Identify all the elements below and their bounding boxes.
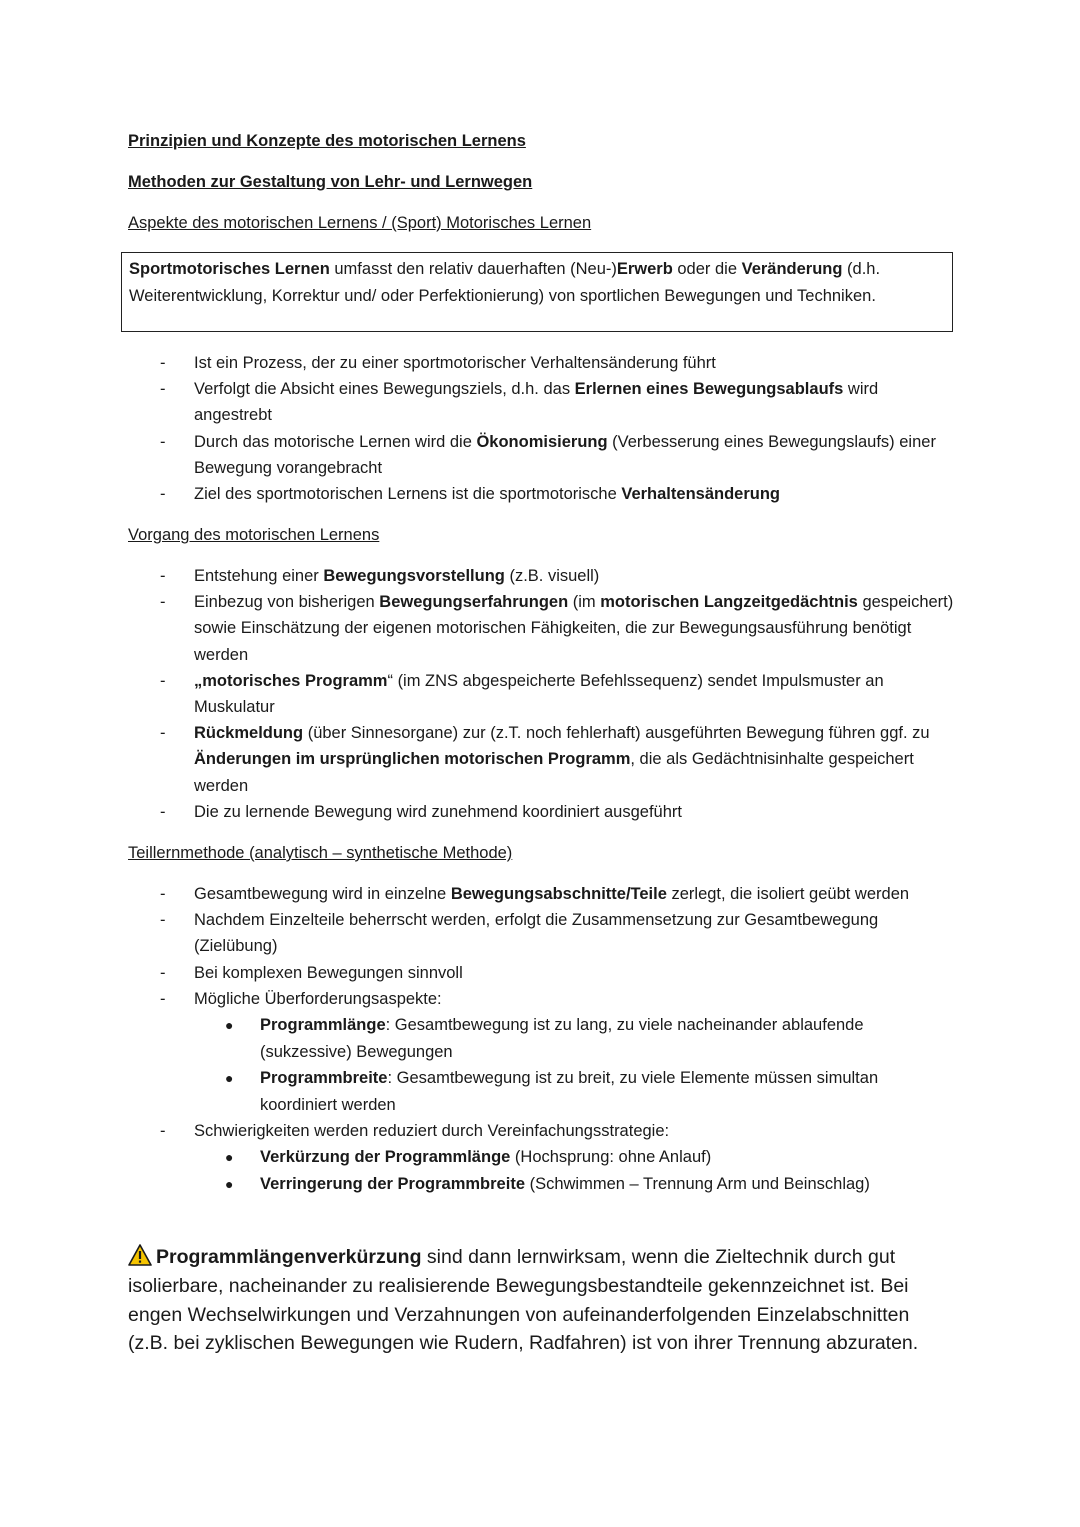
- list-item: [0, 960, 1080, 986]
- list-item: [0, 350, 1080, 376]
- item-bold: Ökonomisierung: [476, 432, 608, 451]
- item-bold: Bewegungserfahrungen: [379, 593, 569, 612]
- subtitle-methods: Methoden zur Gestaltung von Lehr- und Lernwegen: [128, 173, 533, 191]
- list-item: [0, 799, 1080, 825]
- definition-bold-1: Erwerb: [616, 260, 673, 278]
- section-heading-process: Vorgang des motorischen Lernens: [128, 526, 380, 544]
- item-text: gespeichert) sowie Einschätzung der eigenen motorischen Fähigkeiten, die zur Bewegungsausführung benötigt werden: [194, 593, 954, 664]
- item-text: Entstehung einer: [194, 567, 324, 585]
- definition-text-3: (d.h. Weiterentwicklung, Korrektur und/ oder Perfektionierung) von sportlichen Bewegungen und Techniken.: [129, 260, 881, 305]
- list-item: [0, 1118, 1080, 1144]
- warning-text: sind dann lernwirksam, wenn die Zieltechnik durch gut isolierbare, nacheinander zu realisierende Bewegungsbestandteile gekennzeichnet ist. Bei engen Wechselwirkungen und Verzahnungen von aufeinanderfolgenden Einzelabschnitten (z.B. bei zyklischen Bewegungen wie Rudern, Radfahren) ist von ihrer Trennung abzuraten.: [128, 1246, 919, 1355]
- aspects-list: [0, 350, 1080, 507]
- item-text: (Hochsprung: ohne Anlauf): [510, 1148, 712, 1167]
- process-list: [0, 563, 1080, 825]
- list-item: [0, 720, 1080, 799]
- warning-icon: [128, 1244, 152, 1266]
- item-text: Einbezug von bisherigen: [194, 593, 380, 612]
- item-text: Schwierigkeiten werden reduziert durch Vereinfachungsstrategie:: [194, 1122, 670, 1141]
- bullet-marker: ●: [225, 1017, 234, 1034]
- item-bold: Bewegungsabschnitte/Teile: [450, 885, 667, 903]
- list-item: [0, 986, 1080, 1012]
- section-heading-method: Teillernmethode (analytisch – synthetische Methode): [128, 844, 513, 862]
- list-item: [0, 376, 1080, 428]
- item-text: Nachdem Einzelteile beherrscht werden, erfolgt die Zusammensetzung zur Gesamtbewegung (Zielübung): [194, 911, 879, 956]
- dash-marker: -: [160, 485, 166, 504]
- item-text: zerlegt, die isoliert geübt werden: [666, 885, 910, 903]
- list-item: [0, 668, 1080, 720]
- item-bold: Verringerung der Programmbreite: [260, 1174, 525, 1193]
- dash-marker: -: [160, 593, 166, 612]
- method-list: [0, 881, 1080, 1197]
- item-bold: Änderungen im ursprünglichen motorischen Programm: [194, 750, 631, 769]
- item-bold: Programmbreite: [260, 1069, 388, 1088]
- list-item: [0, 881, 1080, 907]
- bullet-marker: ●: [225, 1070, 234, 1087]
- list-item: [0, 589, 1080, 668]
- item-text: : Gesamtbewegung ist zu lang, zu viele nacheinander ablaufende (sukzessive) Bewegungen: [260, 1016, 864, 1061]
- item-bold: Verhaltensänderung: [621, 485, 780, 504]
- item-text: (z.B. visuell): [504, 567, 600, 585]
- item-text: Verfolgt die Absicht eines Bewegungsziels, d.h. das: [194, 380, 575, 399]
- item-text: Die zu lernende Bewegung wird zunehmend koordiniert ausgeführt: [194, 802, 682, 821]
- list-item: [0, 563, 1080, 589]
- bullet-marker: ●: [225, 1175, 234, 1192]
- definition-term: Sportmotorisches Lernen: [129, 260, 330, 278]
- sub-list-item: [0, 1065, 1080, 1118]
- definition-bold-2: Veränderung: [741, 260, 843, 278]
- item-text: (Schwimmen – Trennung Arm und Beinschlag): [525, 1174, 870, 1193]
- main-title: Prinzipien und Konzepte des motorischen Lernens: [128, 132, 526, 150]
- warning-bold-term: Programmlängenverkürzung: [156, 1246, 422, 1268]
- item-text: Mögliche Überforderungsaspekte:: [194, 989, 442, 1008]
- item-text: (über Sinnesorgane) zur (z.T. noch fehlerhaft) ausgeführten Bewegung führen ggf. zu: [303, 724, 930, 743]
- item-bold: motorischen Langzeitgedächtnis: [600, 593, 858, 612]
- dash-marker: -: [160, 724, 166, 743]
- dash-marker: -: [160, 380, 166, 399]
- item-bold: Rückmeldung: [194, 724, 304, 743]
- item-bold: Programmlänge: [260, 1016, 386, 1035]
- item-text: Ziel des sportmotorischen Lernens ist die sportmotorische: [194, 485, 622, 504]
- dash-marker: -: [160, 963, 166, 982]
- item-text: (im: [568, 593, 601, 612]
- definition-text-1: umfasst den relativ dauerhaften (Neu-): [329, 260, 617, 278]
- sub-list-item: [0, 1144, 1080, 1171]
- definition-box: [121, 252, 953, 332]
- item-text: “ (im ZNS abgespeicherte Befehlssequenz) sendet Impulsmuster an Muskulatur: [194, 671, 884, 717]
- dash-marker: -: [160, 567, 166, 585]
- warning-note: [128, 1243, 938, 1358]
- item-text: wird angestrebt: [194, 380, 879, 425]
- dash-marker: -: [160, 354, 166, 372]
- dash-marker: -: [160, 1122, 166, 1141]
- dash-marker: -: [160, 911, 166, 930]
- item-bold: Verkürzung der Programmlänge: [260, 1148, 511, 1167]
- item-text: Gesamtbewegung wird in einzelne: [194, 885, 451, 903]
- item-text: , die als Gedächtnisinhalte gespeichert werden: [194, 750, 914, 795]
- list-item: [0, 907, 1080, 959]
- dash-marker: -: [160, 671, 166, 690]
- sub-list-item: [0, 1171, 1080, 1198]
- dash-marker: -: [160, 432, 166, 451]
- dash-marker: -: [160, 989, 166, 1008]
- bullet-marker: ●: [225, 1149, 234, 1166]
- dash-marker: -: [160, 802, 166, 821]
- item-text: Bei komplexen Bewegungen sinnvoll: [194, 963, 463, 982]
- list-item: [0, 429, 1080, 481]
- definition-text-2: oder die: [672, 260, 742, 278]
- item-bold: Bewegungsvorstellung: [323, 567, 505, 585]
- item-text: Ist ein Prozess, der zu einer sportmotorischer Verhaltensänderung führt: [194, 354, 716, 372]
- sub-list-item: [0, 1012, 1080, 1065]
- section-heading-aspects: Aspekte des motorischen Lernens / (Sport) Motorisches Lernen: [128, 214, 592, 232]
- item-bold: Erlernen eines Bewegungsablaufs: [574, 380, 844, 399]
- item-bold: „motorisches Programm: [194, 671, 388, 690]
- item-text: (Verbesserung eines Bewegungslaufs) einer Bewegung vorangebracht: [194, 432, 936, 477]
- dash-marker: -: [160, 885, 166, 903]
- item-text: Durch das motorische Lernen wird die: [194, 432, 477, 451]
- item-text: : Gesamtbewegung ist zu breit, zu viele Elemente müssen simultan koordiniert werden: [260, 1069, 879, 1114]
- list-item: [0, 481, 1080, 507]
